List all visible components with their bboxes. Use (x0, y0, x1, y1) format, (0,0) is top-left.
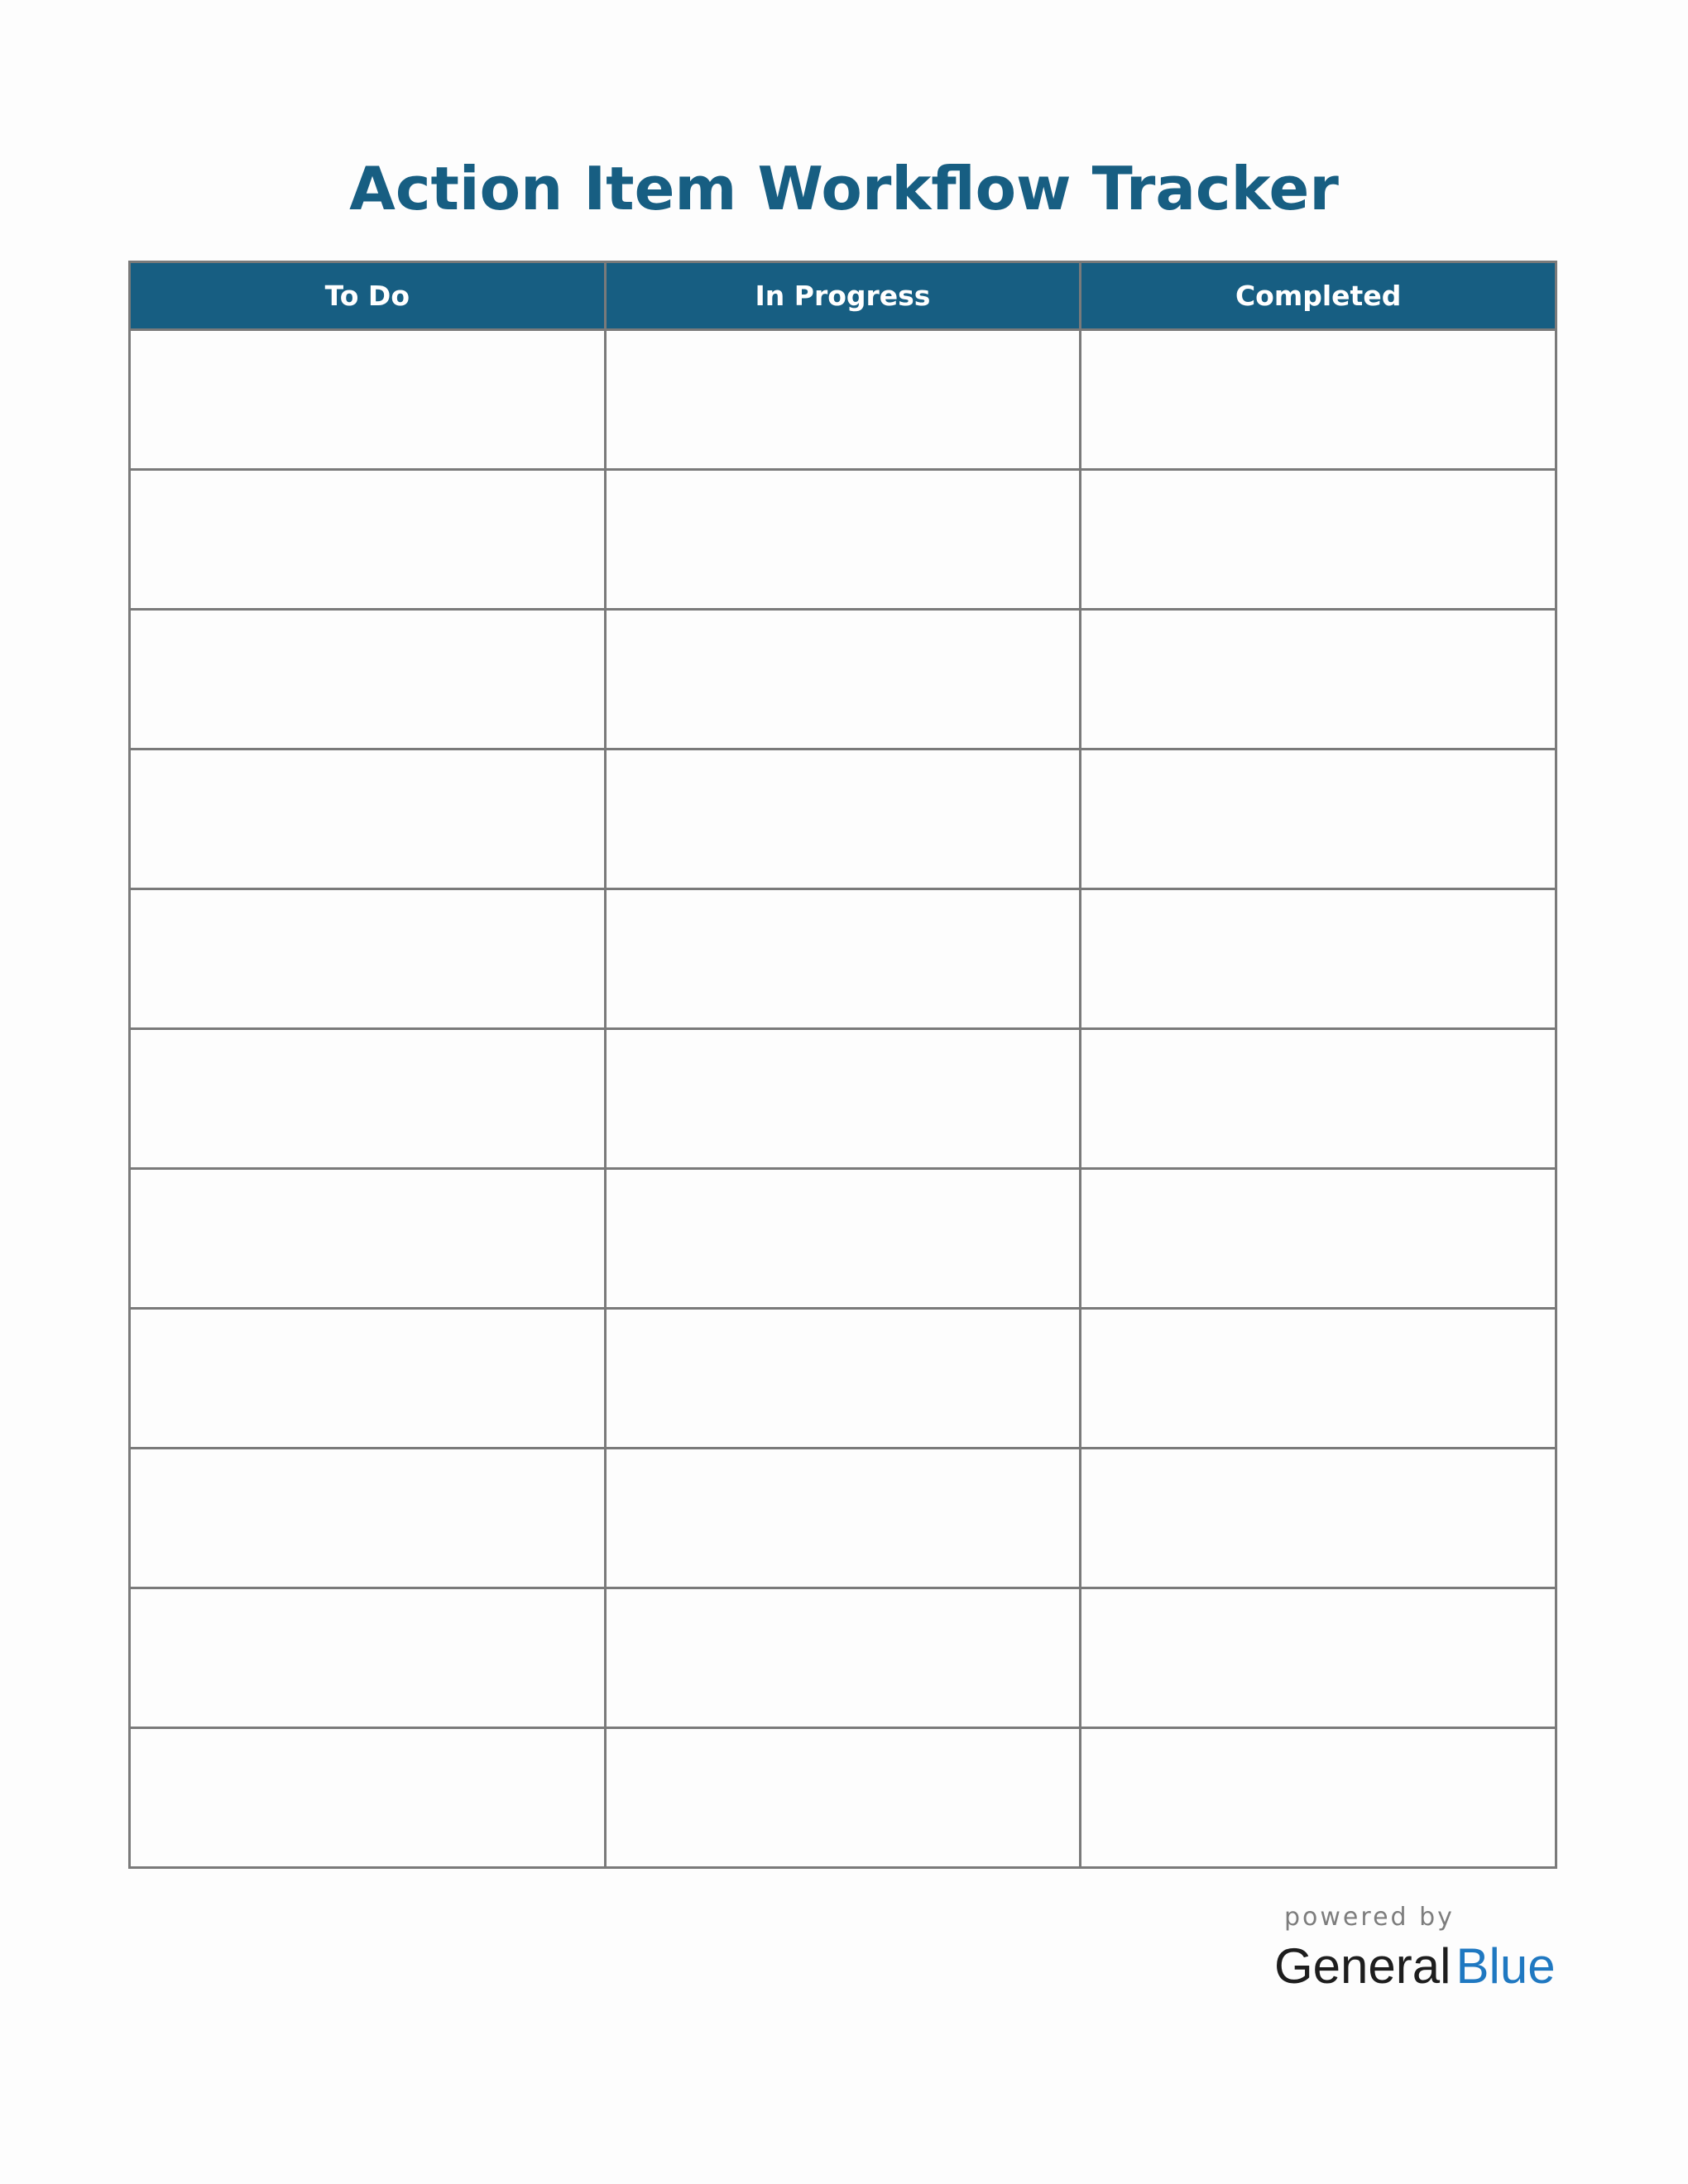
header-row (130, 262, 1556, 330)
table-body (130, 330, 1556, 1868)
cell-to-do[interactable] (130, 1309, 606, 1449)
table-row (130, 1588, 1556, 1728)
cell-to-do[interactable] (130, 610, 606, 750)
table-row (130, 330, 1556, 470)
column-header-to-do: To Do (130, 262, 606, 330)
table-row (130, 470, 1556, 610)
table-row (130, 610, 1556, 750)
cell-in-progress[interactable] (605, 330, 1081, 470)
brand-name-blue: Blue (1455, 1938, 1556, 1994)
cell-completed[interactable] (1081, 1309, 1556, 1449)
table-row (130, 1449, 1556, 1588)
cell-in-progress[interactable] (605, 1309, 1081, 1449)
cell-to-do[interactable] (130, 1029, 606, 1169)
cell-to-do[interactable] (130, 470, 606, 610)
cell-to-do[interactable] (130, 889, 606, 1029)
cell-completed[interactable] (1081, 1029, 1556, 1169)
cell-completed[interactable] (1081, 1588, 1556, 1728)
table-row (130, 750, 1556, 889)
cell-in-progress[interactable] (605, 610, 1081, 750)
table-header (130, 262, 1556, 330)
cell-in-progress[interactable] (605, 1728, 1081, 1868)
brand-wordmark (1274, 1937, 1556, 1995)
cell-completed[interactable] (1081, 1449, 1556, 1588)
cell-to-do[interactable] (130, 1728, 606, 1868)
cell-in-progress[interactable] (605, 1588, 1081, 1728)
column-header-in-progress: In Progress (605, 262, 1081, 330)
table-row (130, 1029, 1556, 1169)
powered-by-text: powered by (1284, 1903, 1455, 1932)
cell-completed[interactable] (1081, 750, 1556, 889)
brand-name-general: General (1274, 1938, 1451, 1994)
cell-in-progress[interactable] (605, 1449, 1081, 1588)
cell-completed[interactable] (1081, 1728, 1556, 1868)
cell-completed[interactable] (1081, 889, 1556, 1029)
table-row (130, 1728, 1556, 1868)
cell-completed[interactable] (1081, 610, 1556, 750)
page-title: Action Item Workflow Tracker (349, 154, 1339, 223)
cell-completed[interactable] (1081, 470, 1556, 610)
tracker-table (128, 261, 1557, 1869)
table-row (130, 1309, 1556, 1449)
cell-to-do[interactable] (130, 750, 606, 889)
table-row (130, 1169, 1556, 1309)
cell-in-progress[interactable] (605, 1029, 1081, 1169)
column-header-completed: Completed (1081, 262, 1556, 330)
cell-to-do[interactable] (130, 1588, 606, 1728)
cell-completed[interactable] (1081, 1169, 1556, 1309)
cell-in-progress[interactable] (605, 1169, 1081, 1309)
cell-to-do[interactable] (130, 1169, 606, 1309)
cell-to-do[interactable] (130, 330, 606, 470)
cell-completed[interactable] (1081, 330, 1556, 470)
cell-in-progress[interactable] (605, 889, 1081, 1029)
cell-to-do[interactable] (130, 1449, 606, 1588)
cell-in-progress[interactable] (605, 750, 1081, 889)
table-row (130, 889, 1556, 1029)
cell-in-progress[interactable] (605, 470, 1081, 610)
